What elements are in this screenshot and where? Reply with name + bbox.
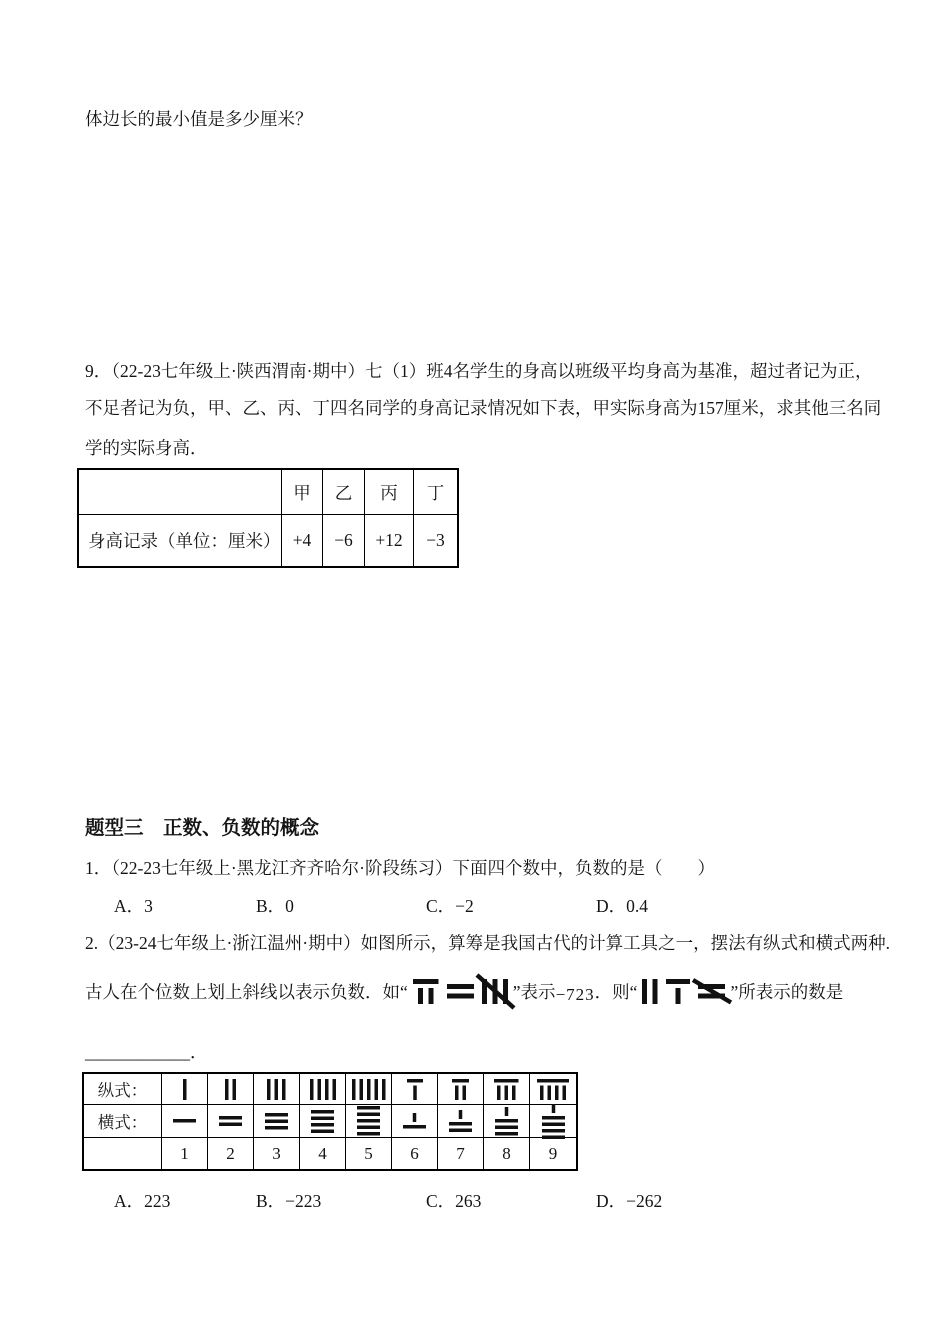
rod-numeral-question-group — [642, 979, 725, 1004]
question2-answer-blank: ____________． — [85, 1042, 208, 1062]
number-row-label — [84, 1138, 162, 1169]
question2-line2-text3: ．则“ — [594, 981, 638, 1002]
rod-numeral-vertical-7-icon — [438, 1074, 484, 1104]
rod-numeral-vertical-6-icon — [392, 1074, 438, 1104]
question2-line1: 2.（23-24七年级上·浙江温州·期中）如图所示，算筹是我国古代的计算工具之一，摆法有纵式和横式两种. — [85, 933, 890, 953]
number-cell-9: 9 — [548, 1143, 558, 1163]
value-cell-ding: −3 — [426, 530, 445, 550]
header-cell-empty — [79, 470, 282, 514]
rod-numeral-horizontal-3-icon — [254, 1105, 300, 1137]
header-cell-ding: 丁 — [426, 482, 445, 503]
question2-value-negative-723: −723 — [555, 985, 595, 1004]
question1-option-d: D．0.4 — [596, 896, 649, 916]
rod-table-vertical-row — [84, 1074, 576, 1104]
question1-option-b: B．0 — [256, 896, 294, 916]
question1-option-a: A．3 — [114, 896, 153, 916]
rod-numeral-example-negative-723 — [413, 979, 508, 1004]
question9-line2: 不足者记为负，甲、乙、丙、丁四名同学的身高记录情况如下表，甲实际身高为157厘米，求其他三名同 — [85, 398, 882, 418]
rod-table-number-row — [84, 1137, 576, 1169]
question2-line2 — [85, 974, 843, 1008]
question2-options-row — [0, 1188, 950, 1214]
rod-horizontal-2-icon — [447, 984, 474, 999]
rod-numeral-vertical-4-icon — [300, 1074, 346, 1104]
row-label-cell: 身高记录（单位：厘米） — [79, 515, 282, 566]
header-cell-jia: 甲 — [282, 470, 323, 514]
rod-numeral-horizontal-1-icon — [162, 1105, 208, 1137]
rod-numeral-vertical-9-icon — [530, 1074, 576, 1104]
question2-option-a: A．223 — [114, 1191, 171, 1211]
height-table-header-row — [79, 470, 457, 514]
header-cell-bing: 丙 — [365, 470, 414, 514]
number-cell-5: 5 — [346, 1138, 392, 1169]
rod-numeral-horizontal-9-icon — [530, 1105, 576, 1137]
section-heading: 题型三 正数、负数的概念 — [85, 818, 320, 839]
question1-options-row — [0, 893, 950, 919]
height-table-data-row — [79, 514, 457, 566]
number-cell-7: 7 — [438, 1138, 484, 1169]
rod-numeral-horizontal-8-icon — [484, 1105, 530, 1137]
number-cell-2: 2 — [208, 1138, 254, 1169]
rod-numeral-reference-table — [82, 1072, 578, 1171]
rod-vertical-6-icon — [666, 979, 690, 1004]
question2-option-c: C．263 — [426, 1191, 482, 1211]
number-cell-1: 1 — [162, 1138, 208, 1169]
rod-numeral-horizontal-5-icon — [346, 1105, 392, 1137]
number-cell-4: 4 — [300, 1138, 346, 1169]
height-record-table — [77, 468, 459, 568]
rod-table-horizontal-row — [84, 1104, 576, 1137]
rod-numeral-vertical-5-icon — [346, 1074, 392, 1104]
rod-vertical-3-negative-icon — [482, 979, 508, 1004]
header-cell-yi: 乙 — [323, 470, 365, 514]
question1-text: 1．（22-23七年级上·黑龙江齐齐哈尔·阶段练习）下面四个数中，负数的是（ ） — [85, 858, 715, 878]
question2-line2-text1: 古人在个位数上划上斜线以表示负数．如“ — [85, 981, 408, 1002]
question2-line2-text2: ”表示 — [512, 981, 556, 1002]
rod-vertical-2-icon — [642, 979, 658, 1004]
rod-numeral-horizontal-6-icon — [392, 1105, 438, 1137]
value-cell-yi: −6 — [323, 515, 365, 566]
vertical-row-label: 纵式： — [84, 1074, 162, 1104]
value-cell-jia: +4 — [282, 515, 323, 566]
question2-option-b: B．−223 — [256, 1191, 322, 1211]
rod-numeral-horizontal-2-icon — [208, 1105, 254, 1137]
number-cell-3: 3 — [254, 1138, 300, 1169]
rod-numeral-vertical-8-icon — [484, 1074, 530, 1104]
value-cell-bing: +12 — [365, 515, 414, 566]
question1-option-c: C．−2 — [426, 896, 474, 916]
question2-line2-text4: ”所表示的数是 — [730, 981, 844, 1002]
rod-numeral-horizontal-7-icon — [438, 1105, 484, 1137]
question9-line1: 9．（22-23七年级上·陕西渭南·期中）七（1）班4名学生的身高以班级平均身高为基准，超过者记为正， — [85, 361, 873, 381]
rod-numeral-vertical-2-icon — [208, 1074, 254, 1104]
number-cell-8: 8 — [484, 1138, 530, 1169]
horizontal-row-label: 横式： — [84, 1105, 162, 1137]
rod-numeral-vertical-1-icon — [162, 1074, 208, 1104]
question8-trailing-line: 体边长的最小值是多少厘米？ — [85, 109, 313, 129]
number-cell-6: 6 — [392, 1138, 438, 1169]
rod-horizontal-2-negative-icon — [698, 984, 725, 999]
rod-numeral-horizontal-4-icon — [300, 1105, 346, 1137]
rod-vertical-7-icon — [413, 979, 439, 1004]
question9-line3: 学的实际身高． — [85, 438, 208, 458]
question2-option-d: D．−262 — [596, 1191, 663, 1211]
rod-numeral-vertical-3-icon — [254, 1074, 300, 1104]
